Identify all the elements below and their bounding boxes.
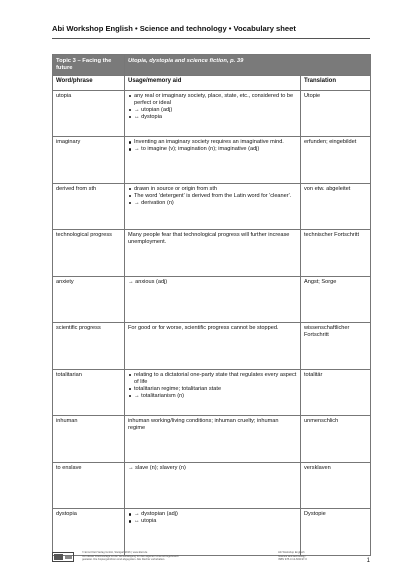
word-cell: derived from sth [53,183,125,230]
usage-cell: → slave (n); slavery (n) [125,462,301,509]
aid-list [128,139,297,153]
table-row [53,323,371,370]
aid-item: ↔ dystopia [128,114,297,121]
topic-label: Topic 3 – Facing the future [53,55,125,76]
publisher-logo-icon [52,552,74,562]
translation-cell: Utopie [301,90,371,137]
aid-list [128,93,297,122]
table-row [53,137,371,184]
word-cell: to enslave [53,462,125,509]
table-row [53,509,371,556]
table-row [53,462,371,509]
copyright-line: Von dieser Druckvorlage ist die Vervielfältigung für den eigenen Unterrichtsgebrauch [82,554,179,558]
copyright-line: © Ernst Klett Verlag GmbH, Stuttgart 2016 | www.klett.de [82,551,148,554]
aid-item: → totalitarianism (n) [128,393,297,400]
translation-cell: Dystopie [301,509,371,556]
aid-item: any real or imaginary society, place, state, etc., considered to be perfect or ideal [128,93,297,107]
title-divider [52,38,370,39]
usage-cell [125,509,301,556]
usage-cell [125,183,301,230]
copyright-line: gestattet. Die Kopiergebühren sind abgegolten. Alle Rechte vorbehalten. [82,558,166,561]
word-cell: totalitarian [53,369,125,416]
aid-item: → to imagine (v); imagination (n); imaginative (adj) [128,146,297,153]
aid-item: The word 'detergent' is derived from the Latin word for 'cleaner'. [128,193,297,200]
table-row [53,90,371,137]
aid-list [128,372,297,401]
usage-cell: inhuman working/living conditions; inhuman cruelty; inhuman regime [125,416,301,463]
word-cell: imaginary [53,137,125,184]
usage-cell: → anxious (adj) [125,276,301,323]
table-row [53,416,371,463]
word-cell: anxiety [53,276,125,323]
aid-item: totalitarian regime; totalitarian state [128,386,297,393]
book-meta [278,551,358,562]
column-header-word: Word/phrase [53,75,125,90]
aid-item: relating to a dictatorial one-party state that regulates every aspect of life [128,372,297,386]
aid-item: → derivation (n) [128,200,297,207]
translation-cell: wissenschaftlicher Fortschritt [301,323,371,370]
book-meta-line: ISBN 978-3-12-601197-6 [278,558,307,561]
topic-row [53,55,371,76]
book-meta-line: Abi Workshop Englisch [278,551,305,554]
aid-item: → utopian (adj) [128,107,297,114]
translation-cell: versklaven [301,462,371,509]
word-cell: inhuman [53,416,125,463]
page-footer [52,550,370,568]
usage-cell: For good or for worse, scientific progress cannot be stopped. [125,323,301,370]
column-header-translation: Translation [301,75,371,90]
aid-item: drawn in source or origin from sth [128,186,297,193]
aid-list [128,186,297,207]
word-cell: utopia [53,90,125,137]
column-header-usage: Usage/memory aid [125,75,301,90]
usage-cell: Many people fear that technological progress will further increase unemployment. [125,230,301,277]
vocabulary-table [52,54,371,556]
translation-cell: totalitär [301,369,371,416]
usage-cell [125,137,301,184]
aid-item: Inventing an imaginary society requires an imaginative mind. [128,139,297,146]
word-cell: dystopia [53,509,125,556]
translation-cell: erfunden; eingebildet [301,137,371,184]
usage-cell [125,369,301,416]
copyright-notice [82,551,212,562]
table-row [53,369,371,416]
usage-cell [125,90,301,137]
aid-item: ↔ utopia [128,518,297,525]
word-cell: scientific progress [53,323,125,370]
translation-cell: von etw. abgeleitet [301,183,371,230]
table-row [53,230,371,277]
page-title: Abi Workshop English • Science and technology • Vocabulary sheet [52,24,296,33]
table-row [53,183,371,230]
column-header-row [53,75,371,90]
translation-cell: unmenschlich [301,416,371,463]
aid-list [128,511,297,525]
word-cell: technological progress [53,230,125,277]
topic-reference: Utopia, dystopia and science fiction, p. 39 [125,55,371,76]
translation-cell: technischer Fortschritt [301,230,371,277]
table-row [53,276,371,323]
aid-item: → dystopian (adj) [128,511,297,518]
page-number: 1 [366,558,370,564]
translation-cell: Angst; Sorge [301,276,371,323]
book-meta-line: Science and technology [278,554,306,558]
